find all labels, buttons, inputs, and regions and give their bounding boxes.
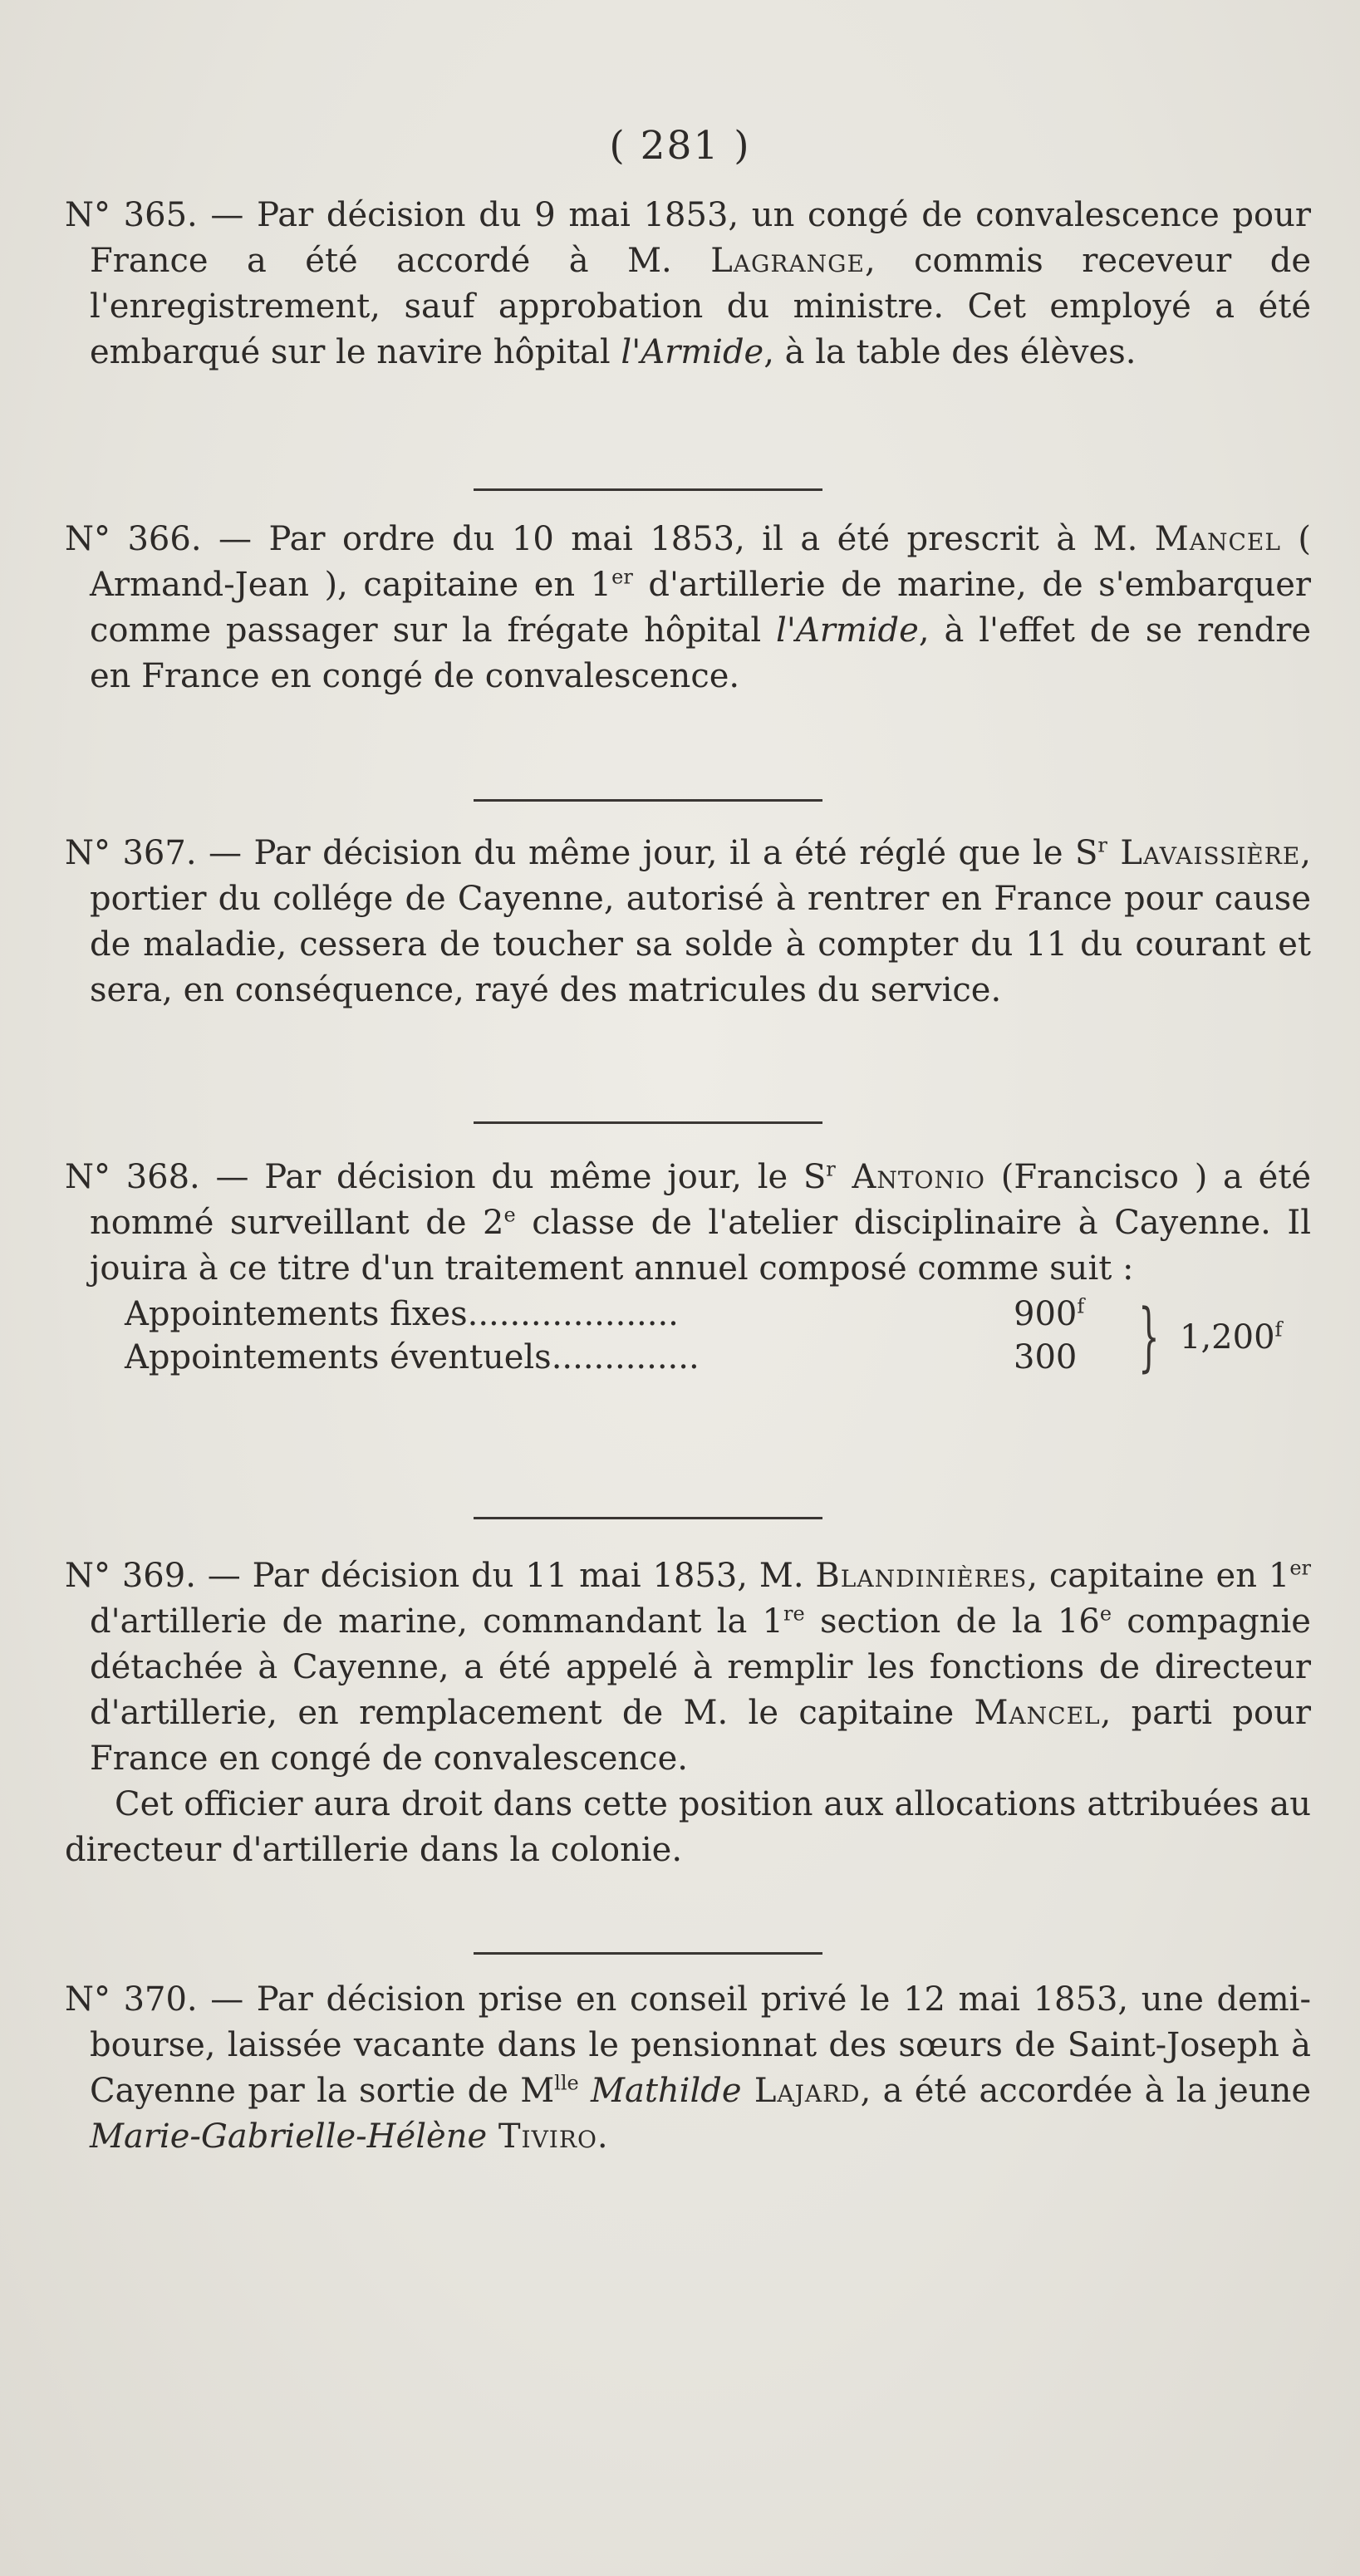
entry-paragraph: N° 368. — Par décision du même jour, le $S^r$ Antonio (Francisco ) a été nommé surveillant de 2e classe de l'atelier disciplinaire à Cayenne. Il jouira à ce titre d'un traitement annuel composé comme suit :	[65, 1157, 1312, 1288]
person-name: Antonio	[835, 1158, 986, 1196]
entry-368	[65, 1155, 1311, 1383]
given-name: Marie-Gabrielle-Hélène	[90, 2117, 488, 2156]
entry-number: N° 366.	[65, 520, 202, 558]
entry-paragraph: N° 366. — Par ordre du 10 mai 1853, il a été prescrit à M. Mancel ( Armand-Jean ), capitaine en 1er d'artillerie de marine, de s'embarquer comme passager sur la frégate hôpital l'Armide, à l'effet de se rendre en France en congé de convalescence.	[65, 520, 1312, 695]
entry-number: N° 367.	[65, 834, 197, 872]
salary-amount-fixed: 900$^f$	[1014, 1294, 1085, 1333]
section-divider	[474, 799, 822, 802]
ship-name: l'Armide	[621, 333, 764, 371]
entry-367	[65, 831, 1311, 1013]
entry-370	[65, 1977, 1311, 2160]
person-name: Mancel	[974, 1694, 1101, 1732]
salary-row-fixed	[125, 1292, 1038, 1337]
entry-369	[65, 1553, 1311, 1873]
page-number: ( 281 )	[609, 123, 751, 169]
person-name: Lajard	[741, 2072, 861, 2110]
entry-paragraph-continued: Cet officier aura droit dans cette position aux allocations attribuées au directeur d'artillerie dans la colonie.	[65, 1785, 1311, 1869]
entry-365	[65, 193, 1311, 375]
person-name: Lagrange	[710, 242, 865, 280]
section-divider	[474, 1517, 822, 1519]
entry-paragraph: N° 369. — Par décision du 11 mai 1853, M. Blandinières, capitaine en 1er d'artillerie de marine, commandant la 1re section de la 16e compagnie détachée à Cayenne, a été appelé à remplir les fonctions de directeur d'artillerie, en remplacement de M. le capitaine Mancel, parti pour France en congé de convalescence.	[65, 1556, 1312, 1778]
entry-paragraph: N° 365. — Par décision du 9 mai 1853, un congé de convalescence pour France a été accordé à M. Lagrange, commis receveur de l'enregistrement, sauf approbation du ministre. Cet employé a été embarqué sur le navire hôpital l'Armide, à la table des élèves.	[65, 196, 1312, 371]
salary-table	[125, 1292, 1311, 1383]
person-name: Mancel	[1154, 520, 1281, 558]
salary-row-eventual	[125, 1335, 1038, 1381]
entry-number: N° 370.	[65, 1980, 198, 2019]
entry-number: N° 365.	[65, 196, 198, 234]
section-divider	[474, 1121, 822, 1124]
salary-label: Appointements fixes....................	[125, 1295, 679, 1333]
person-name: Blandinières	[815, 1557, 1028, 1595]
person-name: Tiviro	[487, 2117, 597, 2156]
person-name: Lavaissière	[1107, 834, 1301, 872]
entry-paragraph: N° 367. — Par décision du même jour, il a été réglé que le $S^r$ Lavaissière, portier du collége de Cayenne, autorisé à rentrer en France pour cause de maladie, cessera de toucher sa solde à compter du 11 du courant et sera, en conséquence, rayé des matricules du service.	[65, 833, 1311, 1009]
entry-366	[65, 517, 1311, 699]
brace-icon: }	[1138, 1293, 1160, 1381]
salary-amount-eventual: 300	[1014, 1338, 1078, 1376]
entry-number: N° 368.	[65, 1158, 200, 1196]
section-divider	[474, 488, 822, 491]
entry-paragraph: N° 370. — Par décision prise en conseil privé le 12 mai 1853, une demi-bourse, laissée vacante dans le pensionnat des sœurs de Saint-Joseph à Cayenne par la sortie de $M^{lle}$ Mathilde Lajard, a été accordée à la jeune Marie-Gabrielle-Hélène Tiviro.	[65, 1980, 1311, 2156]
given-name: Mathilde	[578, 2072, 742, 2110]
ship-name: l'Armide	[776, 611, 919, 650]
salary-label: Appointements éventuels..............	[125, 1338, 700, 1376]
section-divider	[474, 1952, 822, 1955]
salary-total: 1,200$^f$	[1180, 1317, 1283, 1357]
entry-number: N° 369.	[65, 1557, 196, 1595]
